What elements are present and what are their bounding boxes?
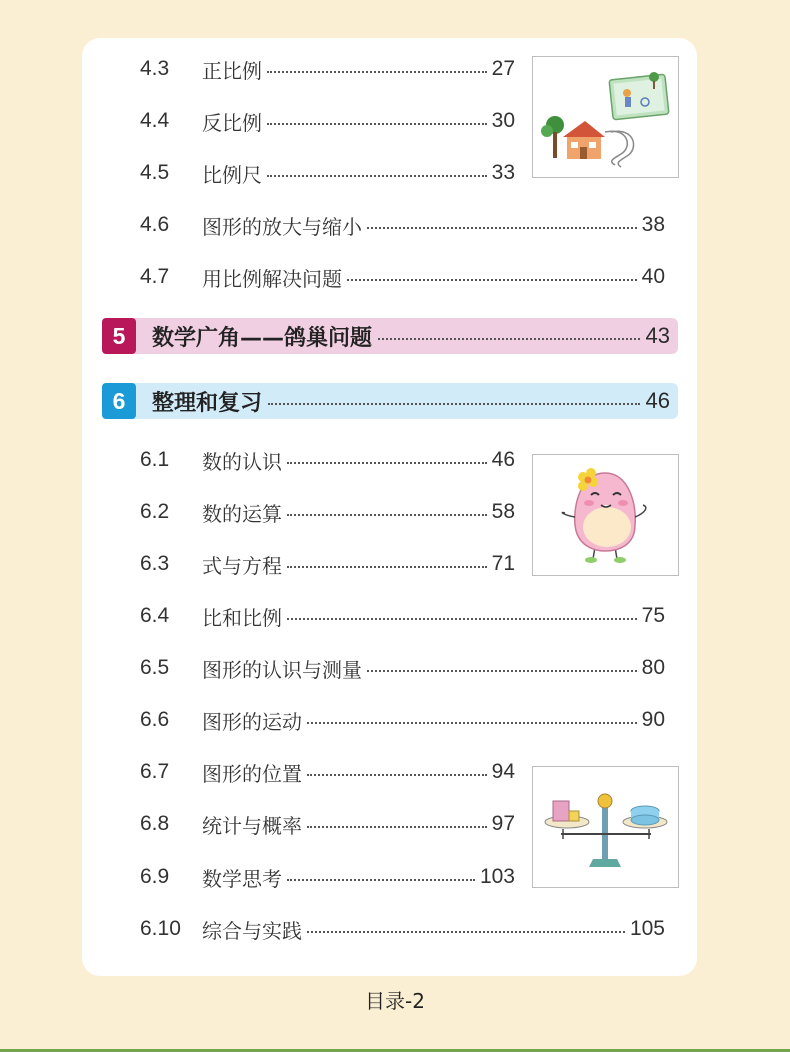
toc-entry-4-7[interactable] <box>140 262 665 292</box>
toc-entry-4-5[interactable] <box>140 158 515 188</box>
entry-number: 6.3 <box>140 552 170 575</box>
chapter-title: 数学广角——鸽巢问题 <box>152 325 373 351</box>
dot-leader <box>347 279 637 281</box>
toc-entry-6-10[interactable] <box>140 914 665 944</box>
dot-leader <box>287 566 487 568</box>
dot-leader <box>367 670 637 672</box>
toc-entry-6-2[interactable] <box>140 497 515 527</box>
dot-leader <box>268 403 640 405</box>
toc-entry-6-5[interactable] <box>140 653 665 683</box>
entry-title: 比和比例 <box>202 605 282 630</box>
chapter-6-heading[interactable] <box>102 383 678 419</box>
entry-page: 97 <box>491 812 515 835</box>
chapter-number-badge: 5 <box>102 318 136 354</box>
entry-page: 46 <box>491 448 515 471</box>
entry-number: 4.4 <box>140 109 170 132</box>
chapter-5-heading[interactable] <box>102 318 678 354</box>
entry-number: 6.8 <box>140 812 170 835</box>
entry-title: 数的运算 <box>202 501 282 526</box>
entry-page: 33 <box>491 161 515 184</box>
toc-entry-4-4[interactable] <box>140 106 515 136</box>
entry-title: 图形的放大与缩小 <box>202 214 362 239</box>
dot-leader <box>378 338 640 340</box>
toc-entry-6-6[interactable] <box>140 705 665 735</box>
chapter-title: 整理和复习 <box>152 390 263 416</box>
entry-page: 105 <box>629 917 665 940</box>
entry-title: 图形的认识与测量 <box>202 657 362 682</box>
entry-page: 103 <box>479 865 515 888</box>
dot-leader <box>287 514 487 516</box>
entry-title: 正比例 <box>202 58 262 83</box>
entry-number: 6.7 <box>140 760 170 783</box>
dot-leader <box>287 462 487 464</box>
entry-title: 统计与概率 <box>202 813 302 838</box>
entry-page: 38 <box>641 213 665 236</box>
dot-leader <box>367 227 637 229</box>
dot-leader <box>307 931 625 933</box>
entry-page: 27 <box>491 57 515 80</box>
entry-title: 综合与实践 <box>202 918 302 943</box>
entry-number: 6.5 <box>140 656 170 679</box>
page-footer-label: 目录-2 <box>365 989 425 1013</box>
balance-scale-illustration <box>532 766 679 888</box>
entry-page: 40 <box>641 265 665 288</box>
toc-entry-4-6[interactable] <box>140 210 665 240</box>
dot-leader <box>307 774 487 776</box>
entry-number: 6.6 <box>140 708 170 731</box>
entry-number: 6.1 <box>140 448 170 471</box>
entry-page: 94 <box>491 760 515 783</box>
entry-number: 6.2 <box>140 500 170 523</box>
dot-leader <box>287 879 475 881</box>
entry-title: 图形的运动 <box>202 709 302 734</box>
entry-page: 58 <box>491 500 515 523</box>
toc-entry-6-7[interactable] <box>140 757 515 787</box>
entry-title: 反比例 <box>202 110 262 135</box>
entry-title: 数的认识 <box>202 449 282 474</box>
entry-page: 71 <box>491 552 515 575</box>
dot-leader <box>267 175 487 177</box>
toc-entry-6-9[interactable] <box>140 862 515 892</box>
entry-number: 4.6 <box>140 213 170 236</box>
toc-entry-6-4[interactable] <box>140 601 665 631</box>
entry-number: 6.9 <box>140 865 170 888</box>
entry-number: 6.10 <box>140 917 181 940</box>
dot-leader <box>307 826 487 828</box>
chapter-number-badge: 6 <box>102 383 136 419</box>
entry-title: 比例尺 <box>202 162 262 187</box>
entry-title: 数学思考 <box>202 866 282 891</box>
entry-page: 90 <box>641 708 665 731</box>
entry-number: 4.5 <box>140 161 170 184</box>
entry-page: 30 <box>491 109 515 132</box>
dot-leader <box>287 618 637 620</box>
chapter-page: 46 <box>645 388 670 413</box>
dot-leader <box>267 123 487 125</box>
pink-egg-character-illustration <box>532 454 679 576</box>
toc-entry-6-3[interactable] <box>140 549 515 579</box>
entry-page: 75 <box>641 604 665 627</box>
toc-entry-4-3[interactable] <box>140 54 515 84</box>
entry-number: 4.7 <box>140 265 170 288</box>
entry-number: 6.4 <box>140 604 170 627</box>
entry-title: 用比例解决问题 <box>202 266 342 291</box>
dot-leader <box>267 71 487 73</box>
entry-title: 图形的位置 <box>202 761 302 786</box>
entry-number: 4.3 <box>140 57 170 80</box>
toc-entry-6-8[interactable] <box>140 809 515 839</box>
house-map-illustration <box>532 56 679 178</box>
entry-page: 80 <box>641 656 665 679</box>
chapter-page: 43 <box>645 323 670 348</box>
entry-title: 式与方程 <box>202 553 282 578</box>
toc-entry-6-1[interactable] <box>140 445 515 475</box>
dot-leader <box>307 722 637 724</box>
